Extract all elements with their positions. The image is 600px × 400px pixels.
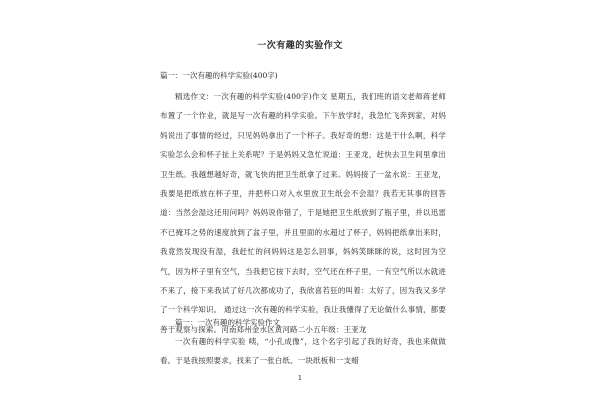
section-one-body: 精选作文：一次有趣的科学实验(400字)作文 星期五，我们班的语文老师蒋老师布置了一个作业，就是写一次有趣的科学实验。下午放学时，我急忙飞奔到家，对妈妈说出了事情的经过，只见妈妈拿出了一个杯子。我好奇的想：这是干什么啊，科学实验怎么会和杯子扯上关系呢？于是妈妈又急忙说道：王亚龙，赶快去卫生间里拿出卫生纸。我越想越好奇，就飞快的把卫生纸拿了过来。妈妈接了一盆水说：王亚龙，我要是把纸放在杯子里，并把杯口对入水里放卫生纸会不会湿？我若无其事的回答道：当然会湿这还用问吗？妈妈说你错了，于是她把卫生纸放到了瓶子里，并以迅雷不已掩耳之势的速度放到了盆子里，并且里面的水超过了杯子，妈妈把纸拿出来时，我竟然发现没有湿，我赶忙的问妈妈这是怎么回事，妈妈笑眯眯的说，这时因为空气，因为杯子里有空气，当我把它按下去时，空气还在杯子里，一有空气所以水就进不来了，接下来我试了好几次都成功了，我欣喜若狂的叫着：太好了，因为我又多学了一个科学知识。 通过这一次有趣的科学实验，我让我懂得了无论做什么事情，都要善于观察与探索。河南郑州金水区黄河路二小五年级：王亚龙: [160, 92, 446, 334]
section-two-body: 一次有趣的科学实验 咦，“小孔成像”，这个名字引起了我的好奇，我也来做做看。于是我按照要求，找来了一张白纸、一块纸板和一支蜡: [160, 337, 446, 365]
section-two-heading: 篇一：一次有趣的科学实验作文: [175, 318, 280, 327]
document-title: 一次有趣的实验作文: [257, 41, 343, 51]
section-one-heading: 篇一：一次有趣的科学实验(400字): [160, 71, 278, 80]
page-number: 1: [297, 374, 303, 382]
